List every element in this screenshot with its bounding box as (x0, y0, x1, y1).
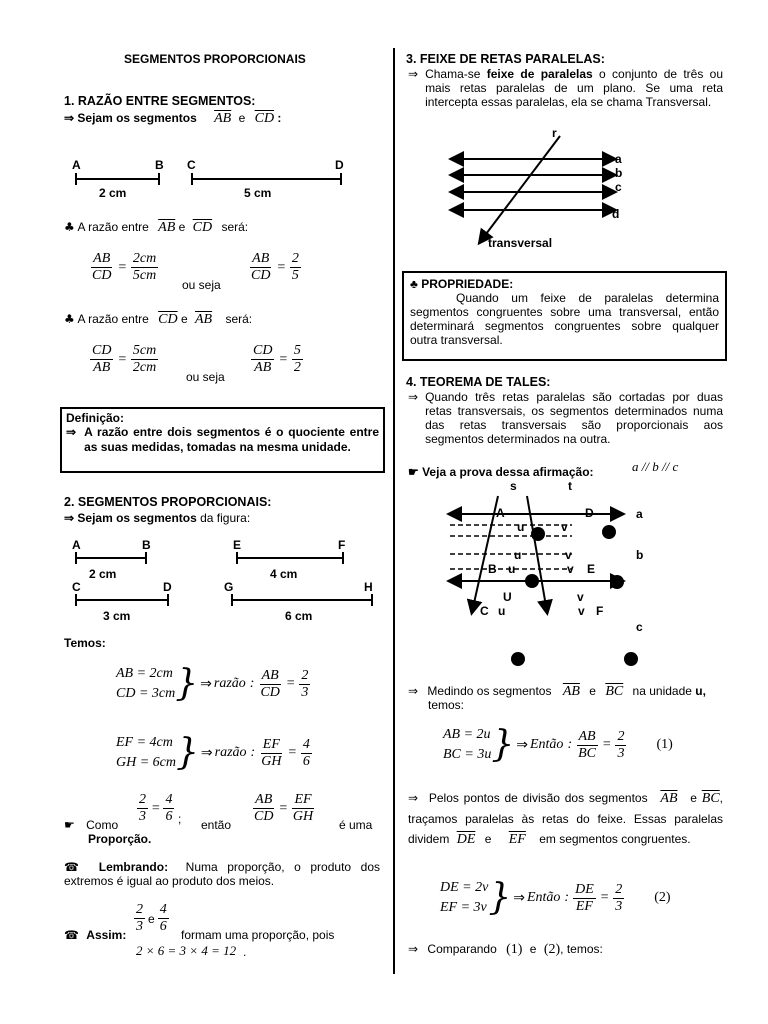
medindo-pre: Medindo os segmentos (427, 684, 552, 698)
unit-word: u, (695, 684, 706, 698)
and-word: e (484, 832, 492, 846)
figure-3-parallel-lines (440, 124, 640, 254)
implies-arrow: ⇒ (200, 745, 213, 761)
razao-word: razão (213, 676, 246, 691)
sys-line: GH = 6cm (116, 755, 176, 770)
point-b-label: B (488, 562, 497, 576)
frac-num: 2 (617, 728, 625, 744)
frac-num: AB (252, 251, 270, 266)
unit-v: v (561, 520, 568, 534)
gh-length: 6 cm (285, 609, 313, 623)
definition-label: Definição: (66, 411, 125, 425)
brace: } (488, 877, 512, 918)
frac-den: AB (254, 360, 272, 375)
brace: } (176, 732, 199, 773)
frac-num: EF (294, 792, 312, 807)
lembrando-text: Numa proporção, o produto dos extremos é igual ao produto dos meios. (64, 860, 380, 888)
point-c-label: C (72, 580, 81, 594)
s3-paragraph (408, 67, 723, 109)
lembrando-block (64, 860, 380, 888)
ratio-cd-ab-line (64, 312, 252, 328)
lembrando-label: Lembrando: (98, 860, 169, 874)
ou-seja: ou seja (186, 370, 225, 384)
comparando-line (408, 942, 603, 958)
property-box (402, 271, 727, 361)
system-3: AB = 2u BC = 3u } ⇒ Então : $\frac{AB}{BC}$ = $\frac{2}{3}$ (1) (443, 724, 673, 765)
line-b-label: b (615, 166, 623, 180)
frac-num: AB (93, 251, 111, 266)
unit-u: u (508, 562, 516, 576)
section-3-heading: 3. FEIXE DE RETAS PARALELAS: (406, 52, 605, 66)
ref-2: (2) (543, 942, 561, 957)
sys-line: AB = 2cm (116, 666, 173, 681)
implies-arrow: ⇒ (513, 890, 525, 906)
line-t-label: t (568, 479, 572, 493)
point-f-label: F (596, 604, 604, 618)
seg-ab: $\overline{AB}$ (660, 791, 678, 806)
point-a-label: A (496, 506, 505, 520)
and-word: e (589, 684, 596, 698)
definition-arrow: ⇒ (66, 425, 77, 439)
property-label: ♣ PROPRIEDADE: (410, 277, 514, 291)
pelos-paragraph (408, 788, 723, 850)
s3-pre: Chama-se (425, 67, 481, 81)
comparando-pre: Comparando (427, 942, 497, 956)
line-d-label: d (612, 207, 620, 221)
arrow-icon: ⇒ (408, 791, 419, 805)
section-4-heading: 4. TEOREMA DE TALES: (406, 375, 551, 389)
frac-den: 3 (617, 745, 625, 761)
veja-line: ☛ Veja a prova dessa afirmação: (408, 465, 594, 479)
semicolon: ; (178, 812, 182, 826)
frac-num: CD (253, 343, 273, 358)
frac-den: 6 (302, 753, 310, 769)
ratio-eq-1: $\frac{AB}{CD}$ = $\frac{2cm}{5cm}$ (92, 251, 157, 283)
seg-cd: $\overline{CD}$ (254, 111, 275, 126)
comparando-post: , temos: (560, 942, 603, 956)
frac-den: 3 (139, 809, 146, 824)
frac-num: EF (262, 736, 280, 752)
arrow-icon: ⇒ (408, 67, 419, 81)
temos-label: Temos: (64, 636, 106, 650)
sys-line: EF = 4cm (116, 735, 173, 750)
cd-length: 3 cm (103, 609, 131, 623)
period: . (243, 945, 247, 959)
and-word: e (690, 791, 697, 805)
assim-line (64, 928, 126, 942)
seg-ab: $\overline{AB}$ (562, 684, 580, 699)
point-f-label: F (338, 538, 346, 552)
point-b-label: B (142, 538, 151, 552)
definition-box (60, 407, 385, 473)
frac-num: 5cm (132, 343, 157, 358)
frac-num: 2 (291, 251, 299, 266)
frac-den: CD (251, 268, 271, 283)
como-proportion: $\frac{AB}{CD}$ = $\frac{EF}{GH}$ (254, 792, 314, 824)
point-g-label: G (224, 580, 234, 594)
frac-den: 5 (291, 268, 299, 283)
seg-bc: $\overline{BC}$ (701, 791, 720, 806)
s3-rest: o conjunto de três ou mais retas paralelas de um plano. Se uma reta intercepta essas paralelas, ela se chama Transversal. (425, 67, 723, 109)
seg-ab: $\overline{AB}$ (158, 220, 176, 235)
frac-num: CD (92, 343, 112, 358)
point-dot (624, 652, 638, 666)
point-b-label: B (155, 158, 164, 172)
point-dot (531, 527, 545, 541)
sys-line: EF = 3v (440, 900, 487, 915)
frac-den: CD (260, 684, 280, 700)
pelos-t2: , traçamos paralelas às retas do feixe. Essas paralelas dividem (408, 791, 724, 846)
ab-length: 2 cm (99, 186, 127, 200)
system-1: AB = 2cm CD = 3cm } ⇒ razão : $\frac{AB}{CD}$ = $\frac{2}{3}$ (116, 663, 309, 704)
frac-num: 4 (302, 736, 310, 752)
assim-fractions (134, 902, 169, 935)
razao-entre: A razão entre (77, 312, 149, 326)
pointing-hand-icon: ☛ (64, 818, 75, 832)
column-divider (393, 48, 395, 974)
frac-den: 2cm (132, 360, 157, 375)
line-b-label: b (636, 548, 644, 562)
seg-de: $\overline{DE}$ (456, 832, 476, 847)
frac-num: 2 (139, 792, 146, 807)
brace: } (491, 724, 515, 765)
ab-length: 2 cm (89, 567, 117, 581)
s1-intro: ⇒ Sejam os segmentos (64, 111, 197, 125)
como-word: Como (86, 818, 119, 832)
frac-num: 2 (615, 881, 623, 897)
entao-word: Então (526, 890, 561, 905)
frac-num: 2cm (132, 251, 157, 266)
seg-cd: $\overline{CD}$ (158, 312, 178, 327)
point-dot (602, 525, 616, 539)
club-icon: ♣ (64, 220, 75, 234)
seg-cd: $\overline{CD}$ (192, 220, 213, 235)
frac-den: CD (92, 268, 112, 283)
frac-num: AB (261, 667, 279, 683)
line-r-label: r (552, 126, 557, 140)
arrow-icon: ⇒ (408, 942, 419, 956)
sera: será: (225, 312, 253, 326)
product-equation: 2 × 6 = 3 × 4 = 12 (136, 943, 237, 958)
como-line (64, 818, 118, 832)
ratio-eq-1-simplified: $\frac{AB}{CD}$ = $\frac{2}{5}$ (251, 251, 299, 283)
ratio-eq-2-simplified: $\frac{CD}{AB}$ = $\frac{5}{2}$ (253, 343, 301, 375)
transversal-label: transversal (488, 236, 553, 250)
club-icon: ♣ (64, 312, 75, 326)
and-word: e (148, 911, 155, 926)
proporcao-word: Proporção. (88, 832, 152, 846)
unit-u: u (517, 520, 525, 534)
implies-arrow: ⇒ (516, 737, 528, 753)
point-h-label: H (364, 580, 373, 594)
frac-den: 2 (293, 360, 301, 375)
brace: } (175, 663, 199, 704)
sera: será: (221, 220, 249, 234)
point-a-label: A (72, 158, 81, 172)
point-d-label: D (335, 158, 344, 172)
frac-num: 5 (293, 343, 301, 358)
point-d-label: D (585, 506, 594, 520)
and-word: e (529, 942, 537, 956)
unit-v: v (567, 562, 574, 576)
line-c-label: c (636, 620, 643, 634)
arrow-icon: ⇒ (408, 390, 419, 404)
sys-line: BC = 3u (443, 747, 492, 762)
cd-length: 5 cm (244, 186, 272, 200)
arrow-icon: ⇒ (408, 684, 419, 698)
s1-intro-line (64, 111, 281, 127)
telephone-icon: ☎ (64, 860, 86, 874)
point-c-label: C (480, 604, 489, 618)
frac-num: 4 (165, 792, 173, 807)
como-fractions: $\frac{2}{3}$ = $\frac{4}{6}$ (139, 792, 173, 824)
frac-den: 6 (165, 809, 173, 824)
frac-den: 6 (159, 919, 167, 934)
ratio-ab-cd-line (64, 220, 248, 236)
equation-tag: (2) (654, 890, 671, 905)
and-word: e (180, 312, 188, 326)
frac-num: 4 (159, 902, 167, 917)
entao-word: Então (529, 737, 564, 752)
frac-den: GH (292, 809, 314, 824)
unit-u: u (514, 548, 522, 562)
section-1-heading: 1. RAZÃO ENTRE SEGMENTOS: (64, 94, 256, 108)
equation-tag: (1) (656, 737, 673, 752)
property-text: Quando um feixe de paralelas determina segmentos congruentes sobre uma transversal, então determinará segmentos congruentes sobre qualquer outra transversal. (410, 291, 719, 347)
sys-line: DE = 2v (440, 880, 489, 895)
frac-num: 2 (301, 667, 309, 683)
system-4: DE = 2v EF = 3v } ⇒ Então : $\frac{DE}{EF}$ = $\frac{2}{3}$ (2) (440, 877, 671, 918)
frac-num: AB (255, 792, 273, 807)
sys-line: AB = 2u (443, 727, 491, 742)
parallel-note: a // b // c (632, 459, 679, 474)
sys-line: CD = 3cm (116, 686, 176, 701)
ratio-eq-2: $\frac{CD}{AB}$ = $\frac{5cm}{2cm}$ (92, 343, 157, 375)
frac-num: AB (578, 728, 596, 744)
s4-text: Quando três retas paralelas são cortadas por duas retas transversais, os segmentos determinados numa das retas transversais são proporcionais aos segmentos determinados na outra. (425, 390, 723, 446)
point-dot (525, 574, 539, 588)
razao-entre: A razão entre (77, 220, 149, 234)
line-c-label: c (615, 180, 622, 194)
frac-den: CD (254, 809, 274, 824)
ef-length: 4 cm (270, 567, 298, 581)
unit-v: v (565, 548, 572, 562)
assim-text: formam uma proporção, pois (181, 928, 335, 942)
line-a-label: a (636, 507, 643, 521)
frac-den: 5cm (132, 268, 157, 283)
point-dot (511, 652, 525, 666)
s4-paragraph (408, 390, 723, 446)
assim-label: Assim: (86, 928, 127, 942)
colon: : (277, 111, 282, 125)
seg-ab: $\overline{AB}$ (214, 111, 232, 126)
frac-den: 3 (136, 919, 143, 934)
point-d-label: D (163, 580, 172, 594)
point-u-label: U (503, 590, 512, 604)
frac-den: EF (575, 898, 593, 914)
and-word: e (238, 111, 246, 125)
section-2-heading: 2. SEGMENTOS PROPORCIONAIS: (64, 495, 272, 509)
frac-den: 3 (301, 684, 309, 700)
seg-ef: $\overline{EF}$ (508, 832, 526, 847)
point-e-label: E (233, 538, 242, 552)
seg-ab: $\overline{AB}$ (195, 312, 213, 327)
frac-num: 2 (136, 902, 143, 917)
ref-1: (1) (506, 942, 523, 957)
s3-bold-term: feixe de paralelas (486, 67, 593, 81)
seg-bc: $\overline{BC}$ (605, 684, 624, 699)
implies-arrow: ⇒ (200, 676, 212, 692)
definition-text: A razão entre dois segmentos é o quociente entre as suas medidas, tomadas na mesma unidade. (84, 425, 379, 454)
e-uma: é uma (339, 818, 373, 832)
point-dot (610, 575, 624, 589)
ou-seja: ou seja (182, 278, 221, 292)
transversal-line (480, 136, 560, 242)
frac-den: AB (93, 360, 111, 375)
entao-word: então (201, 818, 232, 832)
line-s-label: s (510, 479, 517, 493)
frac-num: DE (575, 881, 594, 897)
point-e-label: E (587, 562, 596, 576)
line-a-label: a (615, 152, 622, 166)
s2-intro-bold: ⇒ Sejam os segmentos (64, 511, 197, 525)
frac-den: BC (578, 745, 596, 761)
unit-v: v (578, 604, 585, 618)
telephone-icon: ☎ (64, 928, 79, 942)
s2-intro-line (64, 511, 250, 525)
point-a-label: A (72, 538, 81, 552)
unit-v: v (577, 590, 584, 604)
point-c-label: C (187, 158, 196, 172)
s2-intro-rest: da figura: (200, 511, 251, 525)
system-2: EF = 4cm GH = 6cm } ⇒ razão : $\frac{EF}{GH}$ = $\frac{4}{6}$ (116, 732, 310, 773)
pelos-t1: Pelos pontos de divisão dos segmentos (428, 791, 648, 805)
and-word: e (178, 220, 186, 234)
temos-word: temos: (428, 698, 465, 712)
page-title: SEGMENTOS PROPORCIONAIS (124, 52, 306, 66)
pelos-t3: em segmentos congruentes. (539, 832, 691, 846)
medindo-post: na unidade (632, 684, 692, 698)
razao-word: razão (214, 745, 247, 760)
unit-u: u (498, 604, 506, 618)
frac-den: 3 (615, 898, 623, 914)
frac-den: GH (261, 753, 282, 769)
